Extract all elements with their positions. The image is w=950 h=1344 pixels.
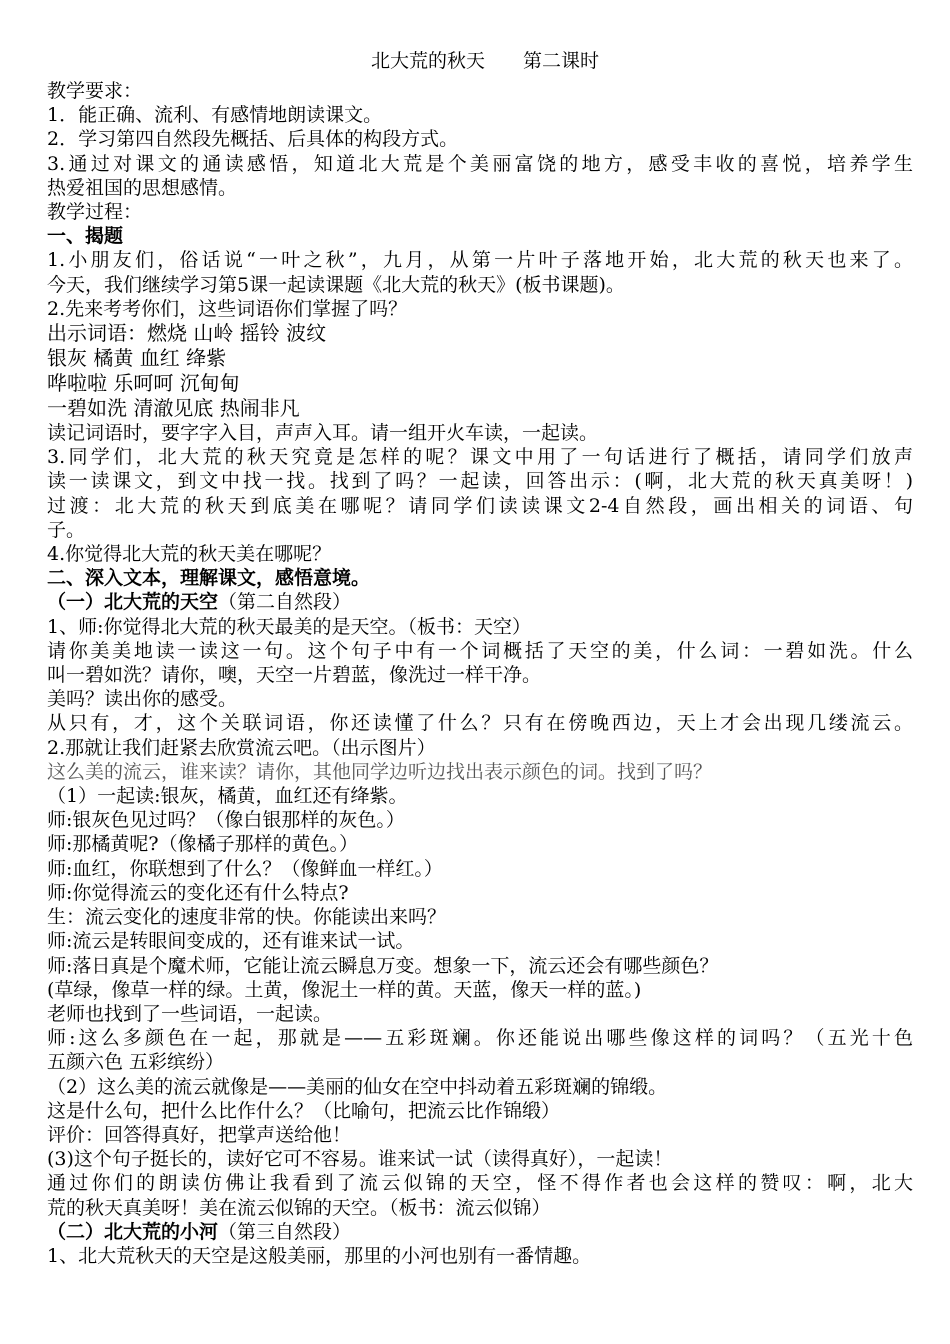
text-line: 五颜六色 五彩缤纷） [47, 1051, 225, 1074]
text-line: 生：流云变化的速度非常的快。你能读出来吗？ [47, 906, 447, 929]
text-line: 3.同学们，北大荒的秋天究竟是怎样的呢？课文中用了一句话进行了概括，请同学们放声 [47, 446, 913, 469]
text-line: 师:银灰色见过吗？（像白银那样的灰色。） [47, 809, 405, 832]
text-line: 荒的秋天真美呀！美在流云似锦的天空。（板书：流云似锦） [47, 1196, 551, 1219]
text-line: 过渡：北大荒的秋天到底美在哪呢？请同学们读读课文2-4自然段，画出相关的词语、句 [47, 494, 913, 517]
subsection-heading [47, 1220, 913, 1244]
text-line: 叫一碧如洗？请你，噢，天空一片碧蓝，像洗过一样干净。 [47, 664, 542, 687]
text-line: 这是什么句，把什么比作什么？（比喻句，把流云比作锦缎） [47, 1099, 561, 1122]
text-line: 读一读课文，到文中找一找。找到了吗？一起读，回答出示：(啊，北大荒的秋天真美呀！) [47, 470, 913, 493]
text-line: 师:落日真是个魔术师，它能让流云瞬息万变。想象一下，流云还会有哪些颜色？ [47, 954, 719, 977]
vocab-line: 哗啦啦 乐呵呵 沉甸甸 [47, 371, 240, 396]
text-line: 2.先来考考你们，这些词语你们掌握了吗？ [47, 297, 408, 320]
text-line: 请你美美地读一读这一句。这个句子中有一个词概括了天空的美，什么词：一碧如洗。什么 [47, 639, 913, 662]
text-line: 师:这么多颜色在一起，那就是——五彩斑斓。你还能说出哪些像这样的词吗？（五光十色 [47, 1027, 913, 1050]
text-line: 教学过程： [47, 201, 143, 224]
text-line: 1.小朋友们，俗话说“一叶之秋”，九月，从第一片叶子落地开始，北大荒的秋天也来了。 [47, 249, 913, 272]
text-line: 从只有，才，这个关联词语，你还读懂了什么？只有在傍晚西边，天上才会出现几缕流云。 [47, 712, 913, 735]
text-line: 老师也找到了一些词语，一起读。 [47, 1002, 333, 1025]
text-line: (3)这个句子挺长的，读好它可不容易。谁来试一试（读得真好），一起读！ [47, 1148, 673, 1171]
subsection-note: （第三自然段） [218, 1220, 352, 1243]
text-line: 2.那就让我们赶紧去欣赏流云吧。（出示图片） [47, 736, 436, 759]
text-line: 师:你觉得流云的变化还有什么特点? [47, 881, 349, 904]
section-heading: 二、深入文本，理解课文，感悟意境。 [47, 567, 371, 590]
subsection-title: （一）北大荒的天空 [47, 591, 219, 614]
text-line: 热爱祖国的思想感情。 [47, 176, 238, 199]
text-line: 通过你们的朗读仿佛让我看到了流云似锦的天空，怪不得作者也会这样的赞叹：啊，北大 [47, 1172, 913, 1195]
document-page [47, 44, 913, 1268]
vocab-line: 一碧如洗 清澈见底 热闹非凡 [47, 396, 300, 421]
text-line: 今天，我们继续学习第5课一起读课题《北大荒的秋天》(板书课题)。 [47, 273, 625, 296]
text-line: 1．能正确、流利、有感情地朗读课文。 [47, 104, 383, 127]
text-line: （1）一起读:银灰，橘黄，血红还有绛紫。 [47, 785, 408, 808]
text-line: 师:流云是转眼间变成的，还有谁来试一试。 [47, 930, 415, 953]
text-line: 2．学习第四自然段先概括、后具体的构段方式。 [47, 128, 459, 151]
text-line: 3.通过对课文的通读感悟，知道北大荒是个美丽富饶的地方，感受丰收的喜悦，培养学生 [47, 152, 913, 175]
text-line: 师:血红，你联想到了什么？（像鲜血一样红。） [47, 857, 443, 880]
text-line: （2）这么美的流云就像是——美丽的仙女在空中抖动着五彩斑斓的锦缎。 [47, 1075, 668, 1098]
text-line: 4.你觉得北大荒的秋天美在哪呢？ [47, 543, 332, 566]
vocab-line: 出示词语：燃烧 山岭 摇铃 波纹 [47, 321, 327, 346]
subsection-heading [47, 590, 913, 614]
text-line: 1、师:你觉得北大荒的秋天最美的是天空。（板书：天空） [47, 615, 531, 638]
section-heading: 一、揭题 [47, 225, 124, 248]
vocab-line: 银灰 橘黄 血红 绛紫 [47, 346, 227, 371]
text-line: 评价：回答得真好，把掌声送给他！ [47, 1123, 352, 1146]
subsection-note: （第二自然段） [218, 591, 352, 614]
subsection-title: （二）北大荒的小河 [47, 1220, 219, 1243]
text-line: 师:那橘黄呢?（像橘子那样的黄色。） [47, 833, 359, 856]
text-line: 读记词语时，要字字入目，声声入耳。请一组开火车读，一起读。 [47, 422, 599, 445]
text-line: 这么美的流云，谁来读？请你，其他同学边听边找出表示颜色的词。找到了吗？ [47, 760, 713, 783]
text-line: 教学要求： [47, 80, 143, 102]
document-title: 北大荒的秋天 第二课时 [370, 50, 599, 72]
text-line: 子。 [47, 518, 86, 541]
text-line: (草绿，像草一样的绿。土黄，像泥土一样的黄。天蓝，像天一样的蓝。) [47, 978, 642, 1001]
text-line: 美吗？读出你的感受。 [47, 688, 238, 711]
text-line: 1、北大荒秋天的天空是这般美丽，那里的小河也别有一番情趣。 [47, 1244, 592, 1267]
